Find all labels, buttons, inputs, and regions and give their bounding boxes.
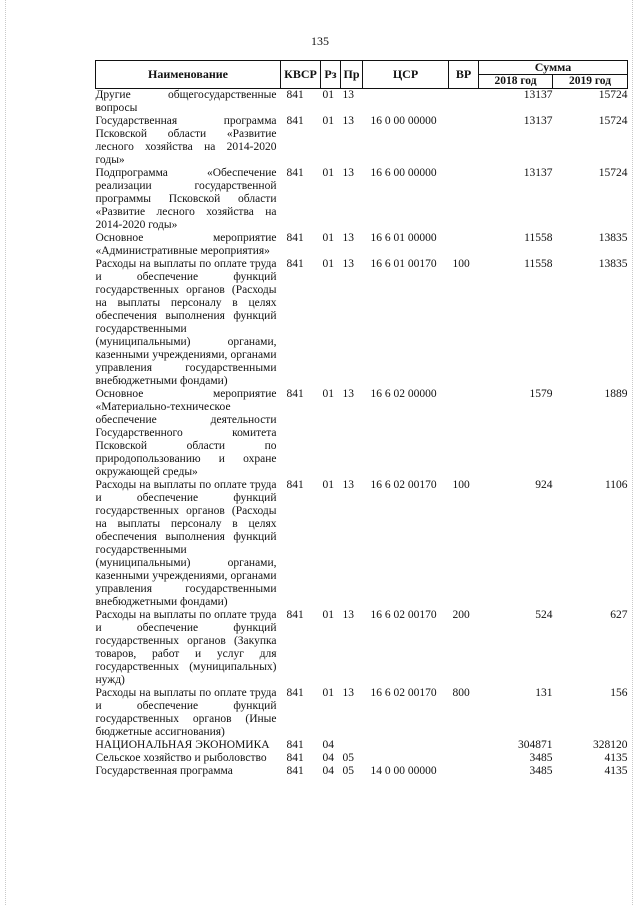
header-vr: ВР: [449, 61, 479, 89]
row-pr: 13: [342, 388, 354, 400]
row-csr: 14 0 00 00000: [370, 765, 437, 777]
row-pr: 05: [342, 752, 354, 764]
left-margin-line: [5, 0, 6, 905]
row-kvsr: 841: [286, 739, 304, 751]
row-sum-2019: 15724: [598, 115, 628, 127]
row-sum-2018: 11558: [524, 232, 553, 244]
row-sum-2018: 3485: [529, 752, 553, 764]
budget-table: [95, 60, 628, 778]
row-kvsr: 841: [286, 765, 304, 777]
table-header: [96, 61, 628, 89]
row-vr: [449, 115, 479, 167]
row-name: Основное мероприятие «Материально-техническое обеспечение деятельности Государственного комитета Псковской области по природопользованию и охране окружающей среды»: [95, 388, 277, 478]
header-year-2019: 2019 год: [553, 75, 628, 89]
header-year-2018: 2018 год: [479, 75, 553, 89]
row-csr: [363, 739, 449, 752]
row-sum-2018: 1579: [529, 388, 553, 400]
row-kvsr: 841: [286, 115, 304, 127]
row-pr: 13: [342, 89, 354, 101]
row-rz: 04: [322, 739, 334, 751]
table-row: [96, 752, 628, 765]
row-vr: [449, 739, 479, 752]
row-vr: 100: [452, 479, 470, 491]
row-pr: 13: [342, 609, 354, 621]
row-kvsr: 841: [286, 752, 304, 764]
row-kvsr: 841: [286, 609, 304, 621]
row-csr: 16 6 01 00170: [370, 258, 437, 270]
row-kvsr: 841: [286, 258, 304, 270]
row-vr: [449, 89, 479, 116]
row-csr: 16 6 02 00170: [370, 687, 437, 699]
row-name: Основное мероприятие «Административные мероприятия»: [95, 232, 277, 257]
row-rz: 01: [322, 258, 334, 270]
row-vr: [449, 167, 479, 232]
row-name: Расходы на выплаты по оплате труда и обеспечение функций государственных органов (Расходы на выплаты персоналу в целях обеспечения выполнения функций государственными (муниципальными) органами, казенными учреждениями, органами управления государственными внебюджетными фондами): [95, 479, 277, 608]
row-sum-2019: 627: [610, 609, 628, 621]
row-sum-2018: 524: [535, 609, 553, 621]
row-sum-2019: 13835: [598, 232, 628, 244]
row-sum-2019: 15724: [598, 89, 628, 101]
row-csr: 16 0 00 00000: [370, 115, 437, 127]
row-name: Сельское хозяйство и рыболовство: [95, 752, 267, 764]
row-kvsr: 841: [286, 479, 304, 491]
table-row: [96, 388, 628, 479]
table-row: [96, 258, 628, 388]
row-name: Расходы на выплаты по оплате труда и обеспечение функций государственных органов (Закупка товаров, работ и услуг для государственных (муниципальных) нужд): [95, 609, 277, 686]
row-pr: 13: [342, 232, 354, 244]
row-sum-2018: 13137: [523, 89, 553, 101]
header-name: Наименование: [96, 61, 281, 89]
row-sum-2018: 924: [535, 479, 553, 491]
row-pr: [341, 739, 363, 752]
row-csr: [363, 752, 449, 765]
row-rz: 01: [322, 687, 334, 699]
row-name: Государственная программа: [95, 765, 233, 777]
table-row: [96, 687, 628, 739]
row-rz: 01: [322, 89, 334, 101]
row-pr: 13: [342, 167, 354, 179]
row-csr: 16 6 00 00000: [370, 167, 437, 179]
row-sum-2019: 15724: [598, 167, 628, 179]
row-name: Государственная программа Псковской области «Развитие лесного хозяйства на 2014-2020 годы»: [95, 115, 277, 166]
row-sum-2018: 11558: [524, 258, 553, 270]
right-margin-line: [632, 0, 633, 905]
row-rz: 01: [322, 609, 334, 621]
row-vr: 800: [452, 687, 470, 699]
row-pr: 13: [342, 258, 354, 270]
row-csr: [363, 89, 449, 116]
row-sum-2019: 156: [610, 687, 628, 699]
row-rz: 04: [322, 752, 334, 764]
row-name: Подпрограмма «Обеспечение реализации государственной программы Псковской области «Развитие лесного хозяйства на 2014-2020 годы»: [95, 167, 277, 231]
row-rz: 01: [322, 479, 334, 491]
row-vr: 200: [452, 609, 470, 621]
row-vr: [449, 765, 479, 778]
header-pr: Пр: [341, 61, 363, 89]
table-row: [96, 89, 628, 116]
header-rz: Рз: [321, 61, 341, 89]
row-pr: 13: [342, 115, 354, 127]
row-name: Расходы на выплаты по оплате труда и обеспечение функций государственных органов (Иные бюджетные ассигнования): [95, 687, 277, 738]
row-sum-2019: 1889: [604, 388, 628, 400]
row-kvsr: 841: [286, 89, 304, 101]
row-kvsr: 841: [286, 232, 304, 244]
table-row: [96, 765, 628, 778]
row-kvsr: 841: [286, 167, 304, 179]
row-vr: [449, 388, 479, 479]
table-row: [96, 115, 628, 167]
header-kvsr: КВСР: [281, 61, 321, 89]
row-rz: 01: [322, 388, 334, 400]
row-name: Расходы на выплаты по оплате труда и обеспечение функций государственных органов (Расходы на выплаты персоналу в целях обеспечения выполнения функций государственными (муниципальными) органами, казенными учреждениями, органами управления государственными внебюджетными фондами): [95, 258, 277, 387]
row-csr: 16 6 02 00000: [370, 388, 437, 400]
row-vr: [449, 752, 479, 765]
row-sum-2019: 13835: [598, 258, 628, 270]
header-sum: Сумма: [479, 61, 628, 75]
row-sum-2018: 131: [535, 687, 553, 699]
row-kvsr: 841: [286, 687, 304, 699]
row-csr: 16 6 02 00170: [370, 609, 437, 621]
header-csr: ЦСР: [363, 61, 449, 89]
row-vr: [449, 232, 479, 258]
table-row: [96, 232, 628, 258]
row-name: НАЦИОНАЛЬНАЯ ЭКОНОМИКА: [95, 739, 270, 751]
table-row: [96, 739, 628, 752]
row-rz: 01: [322, 232, 334, 244]
row-rz: 04: [322, 765, 334, 777]
page-number: 135: [311, 34, 329, 48]
row-pr: 05: [342, 765, 354, 777]
row-sum-2018: 13137: [523, 115, 553, 127]
table-row: [96, 479, 628, 609]
row-sum-2018: 13137: [523, 167, 553, 179]
table-body: [96, 89, 628, 779]
row-pr: 13: [342, 479, 354, 491]
row-sum-2018: 304871: [518, 739, 553, 751]
row-pr: 13: [342, 687, 354, 699]
row-sum-2019: 4135: [604, 752, 628, 764]
row-sum-2018: 3485: [529, 765, 553, 777]
row-csr: 16 6 02 00170: [370, 479, 437, 491]
row-kvsr: 841: [286, 388, 304, 400]
row-vr: 100: [452, 258, 470, 270]
table-row: [96, 167, 628, 232]
row-csr: 16 6 01 00000: [370, 232, 437, 244]
row-sum-2019: 4135: [604, 765, 628, 777]
row-rz: 01: [322, 115, 334, 127]
row-sum-2019: 328120: [593, 739, 628, 751]
row-rz: 01: [322, 167, 334, 179]
table-row: [96, 609, 628, 687]
row-name: Другие общегосударственные вопросы: [95, 89, 277, 114]
row-sum-2019: 1106: [604, 479, 628, 491]
